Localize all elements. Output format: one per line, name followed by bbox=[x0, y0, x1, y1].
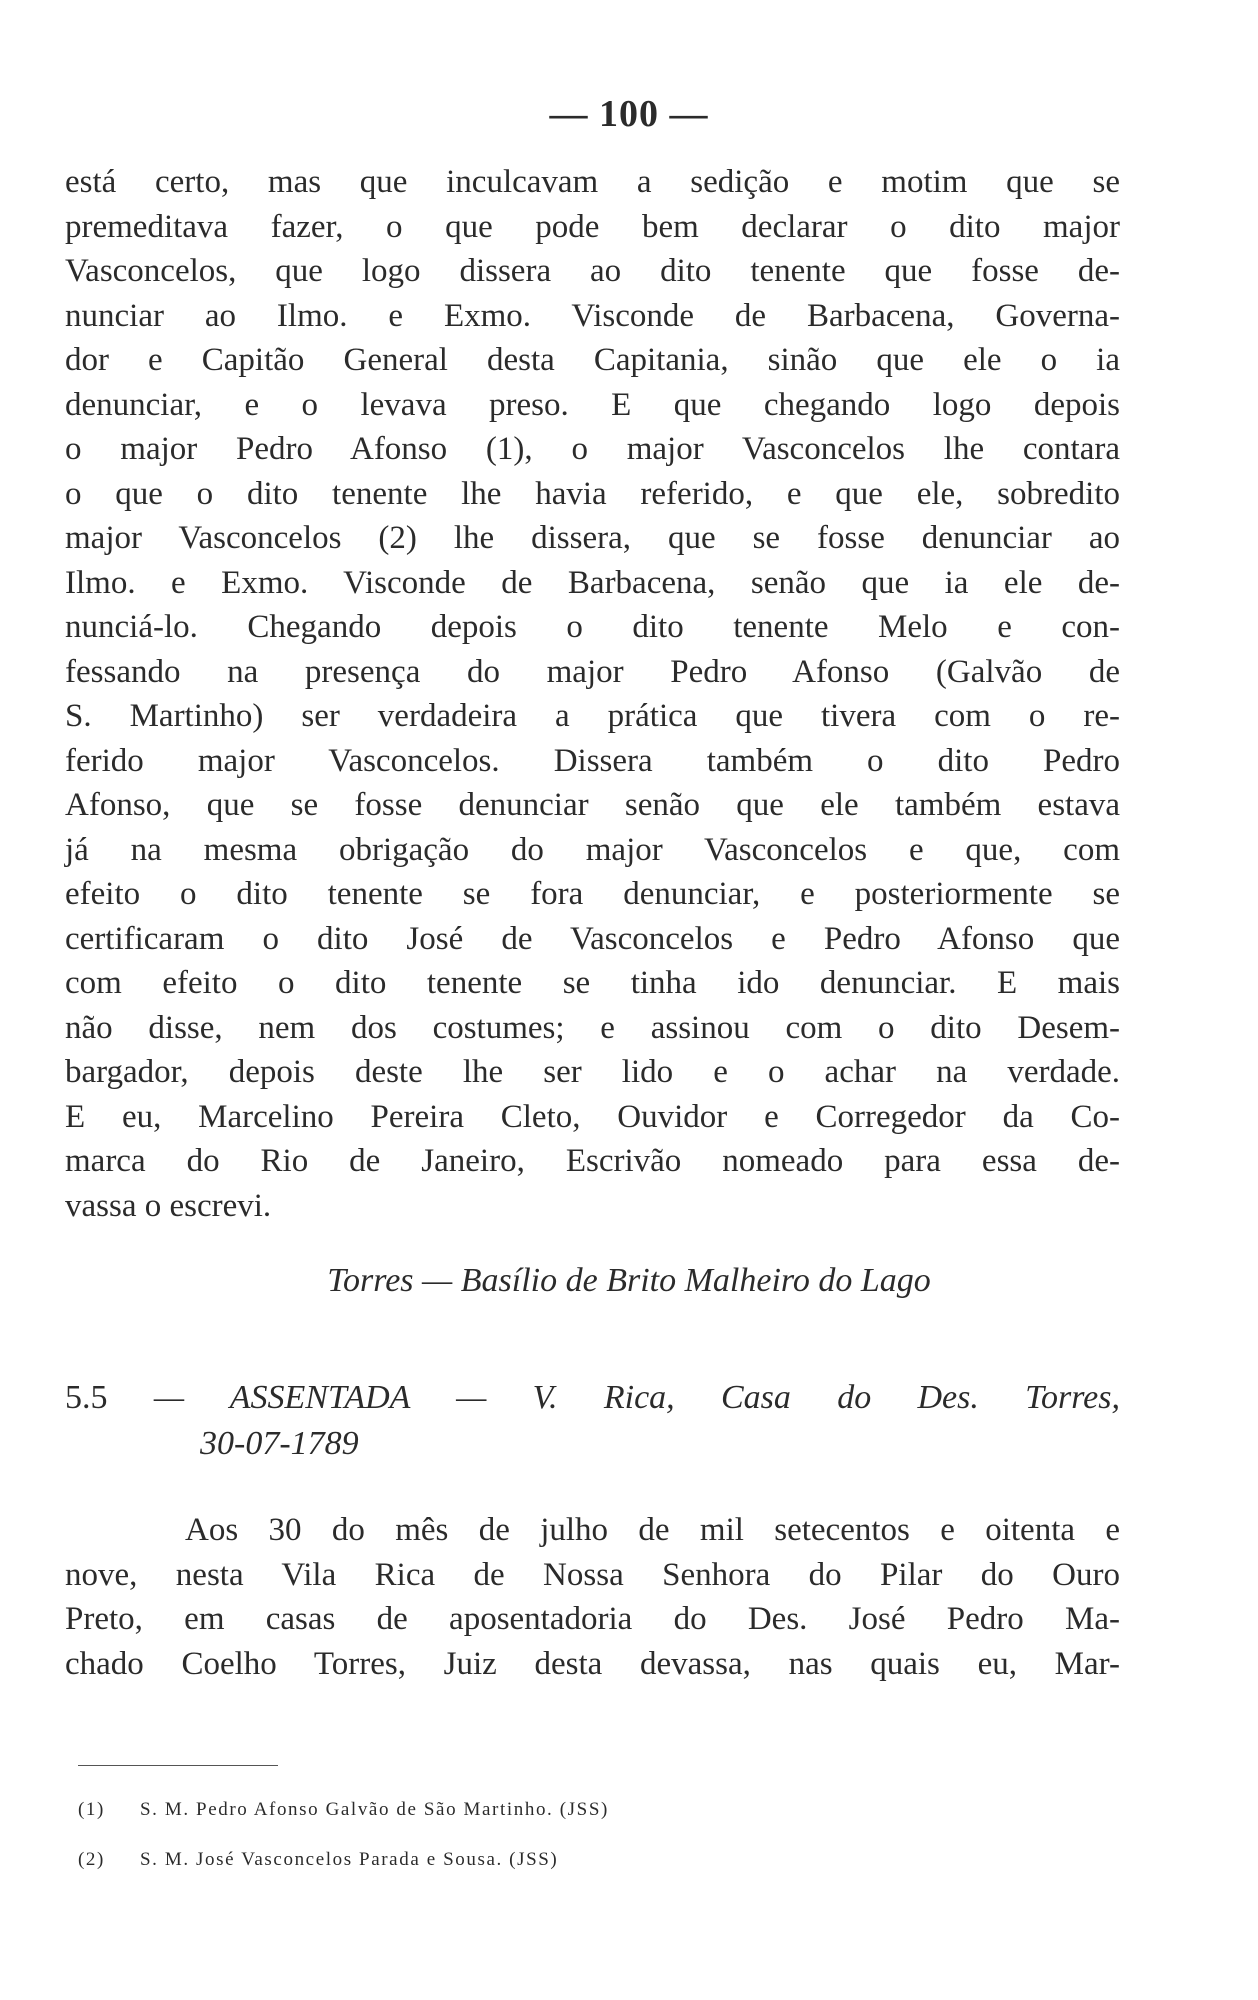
text-line: o major Pedro Afonso (1), o major Vasconcelos lhe contara bbox=[65, 431, 1120, 467]
text-line: nunciá-lo. Chegando depois o dito tenente Melo e con- bbox=[65, 609, 1120, 645]
text-line: bargador, depois deste lhe ser lido e o achar na verdade. bbox=[65, 1054, 1120, 1090]
text-line: Preto, em casas de aposentadoria do Des. José Pedro Ma- bbox=[65, 1601, 1120, 1637]
text-line: já na mesma obrigação do major Vasconcelos e que, com bbox=[65, 831, 1120, 868]
text-line: nove, nesta Vila Rica de Nossa Senhora do Pilar do Ouro bbox=[65, 1556, 1120, 1593]
footnote-text: S. M. Pedro Afonso Galvão de São Martinho. (JSS) bbox=[140, 1799, 609, 1820]
text-line: não disse, nem dos costumes; e assinou com o dito Desem- bbox=[65, 1009, 1120, 1046]
footnote-number: (1) bbox=[78, 1799, 105, 1820]
second-paragraph bbox=[65, 1508, 1120, 1686]
text-line: vassa o escrevi. bbox=[65, 1187, 272, 1224]
text-line: com efeito o dito tenente se tinha ido denunciar. E mais bbox=[65, 965, 1120, 1001]
footnote-divider bbox=[78, 1765, 278, 1766]
text-line: E eu, Marcelino Pereira Cleto, Ouvidor e Corregedor da Co- bbox=[65, 1098, 1120, 1135]
section-heading bbox=[65, 1375, 1120, 1467]
text-line: premeditava fazer, o que pode bem declarar o dito major bbox=[65, 208, 1120, 245]
text-line: denunciar, e o levava preso. E que chegando logo depois bbox=[65, 386, 1120, 423]
text-line: está certo, mas que inculcavam a sedição e motim que se bbox=[65, 164, 1120, 200]
text-line: chado Coelho Torres, Juiz desta devassa, nas quais eu, Mar- bbox=[65, 1645, 1120, 1682]
text-line: efeito o dito tenente se fora denunciar, e posteriormente se bbox=[65, 876, 1120, 912]
page-number: — 100 — bbox=[549, 93, 709, 135]
text-line: marca do Rio de Janeiro, Escrivão nomeado para essa de- bbox=[65, 1143, 1120, 1179]
text-line: nunciar ao Ilmo. e Exmo. Visconde de Barbacena, Governa- bbox=[65, 297, 1120, 334]
text-line: certificaram o dito José de Vasconcelos e Pedro Afonso que bbox=[65, 920, 1120, 957]
signature-line: Torres — Basílio de Brito Malheiro do Lago bbox=[327, 1262, 931, 1299]
footnote bbox=[78, 1835, 978, 1885]
text-line: o que o dito tenente lhe havia referido, e que ele, sobredito bbox=[65, 475, 1120, 512]
body-paragraph bbox=[65, 160, 1120, 1228]
text-line: Ilmo. e Exmo. Visconde de Barbacena, senão que ia ele de- bbox=[65, 564, 1120, 601]
text-line: ferido major Vasconcelos. Dissera também o dito Pedro bbox=[65, 742, 1120, 779]
text-line: Afonso, que se fosse denunciar senão que ele também estava bbox=[65, 787, 1120, 823]
section-heading-line bbox=[65, 1375, 1120, 1421]
footnote-text: S. M. José Vasconcelos Parada e Sousa. (JSS) bbox=[140, 1849, 559, 1870]
footnote-number: (2) bbox=[78, 1849, 105, 1870]
section-title: — ASSENTADA — V. Rica, Casa do Des. Torres, bbox=[153, 1379, 1120, 1416]
text-line: Aos 30 do mês de julho de mil setecentos e oitenta e bbox=[185, 1512, 1120, 1548]
footnotes bbox=[78, 1785, 978, 1885]
text-line: major Vasconcelos (2) lhe dissera, que se fosse denunciar ao bbox=[65, 520, 1120, 556]
footnote bbox=[78, 1785, 978, 1835]
text-line: dor e Capitão General desta Capitania, sinão que ele o ia bbox=[65, 342, 1120, 378]
text-line: S. Martinho) ser verdadeira a prática que tivera com o re- bbox=[65, 698, 1120, 734]
section-date: 30-07-1789 bbox=[200, 1425, 359, 1462]
section-number: 5.5 bbox=[65, 1379, 108, 1416]
text-line: fessando na presença do major Pedro Afonso (Galvão de bbox=[65, 653, 1120, 690]
text-line: Vasconcelos, que logo dissera ao dito tenente que fosse de- bbox=[65, 253, 1120, 289]
